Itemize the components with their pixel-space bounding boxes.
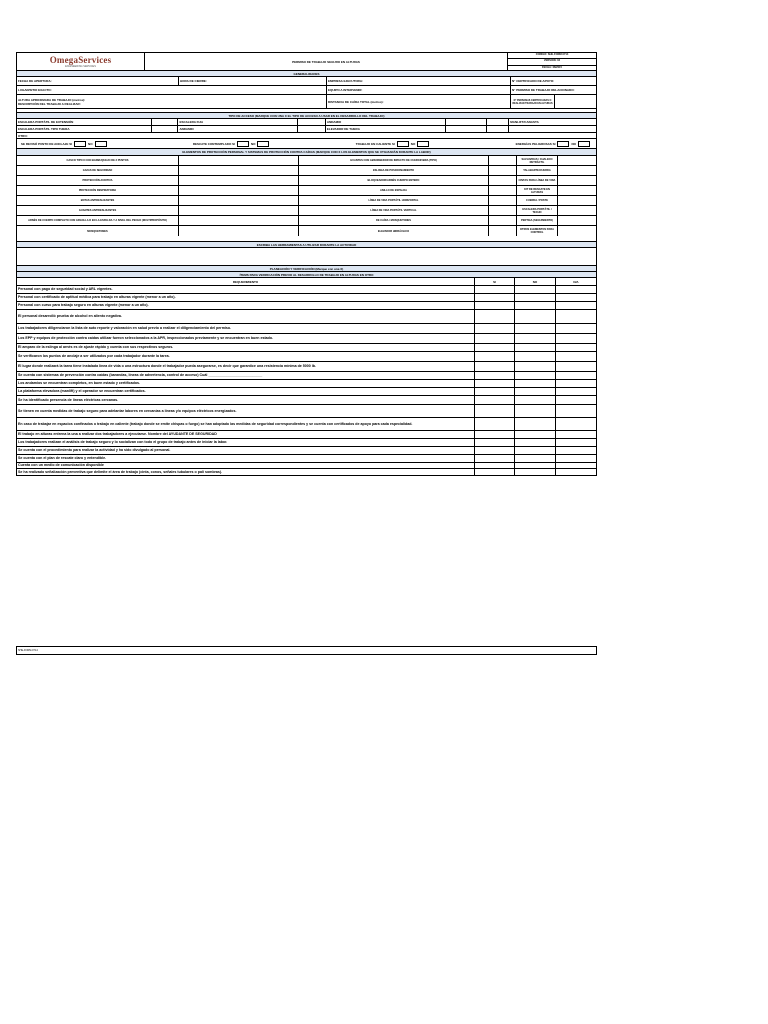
checklist-table: [17, 286, 596, 475]
requirement-text: Se ha realizado señalización preventiva que delimite el área de trabajo (cinta, conos, señales tubulares o pali sombras).: [17, 469, 475, 475]
epp-check[interactable]: [179, 176, 299, 185]
answer-no-cell[interactable]: [515, 463, 556, 468]
requirement-text: En caso de trabajar en espacios confinados o trabajo en caliente (trabajo donde se emite chispas o fuego) se han adoptado las medidas de seguridad correspondientes y se cuenta con certificados de apoyo para cada especialidad.: [17, 418, 475, 430]
checkbox-no[interactable]: [95, 141, 107, 147]
epp-item: MOSQUETONES: [17, 226, 179, 236]
checklist-row: [17, 324, 596, 334]
general-cell[interactable]: N° PERMISO DE TRABAJO RELACIONADO:: [512, 88, 575, 92]
answer-no-cell[interactable]: [515, 362, 556, 371]
access-other[interactable]: OTRO:: [18, 133, 28, 138]
check-rescue: RESCATE CONTEMPLADO SI NO: [193, 141, 272, 147]
answer-yes-cell[interactable]: [475, 310, 515, 323]
epp-table: [17, 156, 596, 236]
access-check[interactable]: [446, 126, 488, 132]
access-check[interactable]: [487, 126, 509, 132]
answer-yes-cell[interactable]: [475, 372, 515, 379]
col-no: NO: [515, 278, 556, 285]
checklist-row: [17, 455, 596, 463]
epp-check[interactable]: [179, 156, 299, 165]
requirement-text: Personal con pago de seguridad social y ARL vigentes.: [17, 286, 475, 293]
answer-yes-cell[interactable]: [475, 463, 515, 468]
planning-heading: PLANEACIÓN Y VERIFICACIÓN (Marque con una X): [17, 266, 596, 271]
requirement-text: La plataforma elevadora (manlift) y el operador se encuentran certificados.: [17, 388, 475, 395]
epp-check[interactable]: [489, 196, 517, 205]
requirement-text: El trabajo en alturas entrena la una a realizar dos trabajadores a ejecutarse. Nombre del AYUDANTE DE SEGURIDAD: [17, 431, 475, 438]
checklist-row: [17, 352, 596, 362]
epp-row: [17, 226, 596, 236]
access-row: [17, 119, 596, 126]
epp-row: [17, 196, 596, 206]
check-anchor: SE REVISÓ PUNTO DE ANCLAJE SI NO: [21, 141, 109, 147]
access-check[interactable]: [509, 126, 596, 132]
access-option: ESCALERA PORTÁTIL DE EXTENSIÓN: [17, 119, 152, 125]
checklist-row: [17, 302, 596, 310]
general-row: [17, 77, 596, 86]
general-cell[interactable]: EQUIPO A INTERVENIR:: [327, 86, 511, 94]
checklist-row: [17, 388, 596, 396]
answer-na-cell[interactable]: [556, 418, 596, 430]
epp-item: BOTAS ANTIDESLIZANTES: [17, 196, 179, 205]
code-line: CÓDIGO: SHE-FORM-0714: [508, 53, 596, 59]
answer-na-cell[interactable]: [556, 431, 596, 438]
version-line: VERSIÓN: 02: [508, 59, 596, 65]
access-check[interactable]: [298, 126, 326, 132]
answer-yes-cell[interactable]: [475, 324, 515, 333]
form-codes: [508, 53, 596, 70]
answer-yes-cell[interactable]: [475, 469, 515, 475]
epp-item: DE CAÍDA / MOSQUETONES: [299, 216, 489, 225]
answer-na-cell[interactable]: [556, 352, 596, 361]
epp-item: ELEVADOR HIDRÁULICO: [299, 226, 489, 236]
epp-check[interactable]: [179, 216, 299, 225]
general-heading: GENERALIDADES: [17, 71, 596, 76]
epp-check[interactable]: [558, 226, 596, 236]
access-option: MANLIFT/CANASTA: [510, 120, 539, 124]
checklist-row: [17, 362, 596, 372]
epp-item: PROTECCIÓN AUDITIVA: [17, 176, 179, 185]
answer-yes-cell[interactable]: [475, 405, 515, 417]
answer-na-cell[interactable]: [556, 396, 596, 404]
requirement-text: Se verificaron los puntos de anclaje a ser utilizados por cada trabajador durante la tarea.: [17, 352, 475, 361]
general-cell[interactable]: [17, 95, 327, 108]
checklist-row: [17, 405, 596, 418]
answer-no-cell[interactable]: [515, 294, 556, 301]
answer-no-cell[interactable]: [515, 447, 556, 454]
epp-item: CINTAS PARA LÍNEA DE VIDA: [517, 176, 558, 185]
answer-no-cell[interactable]: [515, 344, 556, 351]
form-title: PERMISO DE TRABAJO SEGURO EN ALTURAS: [145, 53, 508, 70]
checklist-row: [17, 372, 596, 380]
answer-no-cell[interactable]: [515, 324, 556, 333]
epp-item: LÍNEA DE VIDA PORTÁTIL HORIZONTAL: [299, 196, 489, 205]
epp-check[interactable]: [558, 166, 596, 175]
answer-no-cell[interactable]: [515, 439, 556, 446]
requirement-text: Se ha identificado presencia de líneas eléctricas cercanas.: [17, 396, 475, 404]
access-check[interactable]: [152, 126, 179, 132]
epp-item: GUANTES CON ABSORBEDOR DE IMPACTO DE CUERO/FIBRA (TIPO): [299, 156, 489, 165]
requirement-text: Se cuenta con sistemas de prevención contra caídas (barandas, líneas de advertencia, control de acceso) Cuál ___________________________: [17, 372, 475, 379]
answer-yes-cell[interactable]: [475, 455, 515, 462]
access-check[interactable]: [298, 119, 326, 125]
answer-no-cell[interactable]: [515, 302, 556, 309]
date-line: FECHA: 08/2015: [542, 65, 562, 69]
answer-na-cell[interactable]: [556, 324, 596, 333]
epp-check[interactable]: [489, 166, 517, 175]
requirement-text: Personal con curso para trabajo seguro en alturas vigente (menor a un año).: [17, 302, 475, 309]
answer-na-cell[interactable]: [556, 302, 596, 309]
checklist-row: [17, 294, 596, 302]
epp-item: SALVAVIDAS / CHALECO RETRÁCTIL: [517, 156, 558, 165]
access-option: ANDAMIO: [326, 119, 446, 125]
answer-yes-cell[interactable]: [475, 418, 515, 430]
epp-row: [17, 186, 596, 196]
requirement-text: Los andamios se encuentran completos, en buen estado y certificados.: [17, 380, 475, 387]
answer-yes-cell[interactable]: [475, 388, 515, 395]
epp-item: TALABARTE/CUERDA: [517, 166, 558, 175]
epp-heading-row: [17, 149, 596, 156]
access-checks-row: [17, 139, 596, 149]
access-check[interactable]: [446, 119, 488, 125]
tools-field[interactable]: [17, 248, 596, 265]
answer-no-cell[interactable]: [515, 334, 556, 343]
col-yes: SI: [475, 278, 515, 285]
epp-item: ESCALERA PORTÁTIL / TECHO: [517, 206, 558, 215]
requirement-text: El amparo de la eslinga al arnés es de ajuste rápido y cuenta con sus respectivos seguros.: [17, 344, 475, 351]
requirement-text: Se cuenta con el plan de rescate claro y entendible.: [17, 455, 475, 462]
answer-no-cell[interactable]: [515, 431, 556, 438]
answer-no-cell[interactable]: [515, 352, 556, 361]
checkbox-no[interactable]: [578, 141, 590, 147]
answer-no-cell[interactable]: [515, 372, 556, 379]
epp-check[interactable]: [179, 196, 299, 205]
epp-check[interactable]: [558, 186, 596, 195]
checklist-heading: ÍTEMS PARA VERIFICACIÓN PREVIO AL DESARROLLO DE TRABAJO EN ALTURAS EN OTRO: [17, 272, 596, 277]
epp-check[interactable]: [558, 216, 596, 225]
general-cell[interactable]: LUGAR/SITIO EXACTO:: [17, 86, 327, 94]
requirement-text: Los EPP y equipos de protección contra caídas utilizar fueron seleccionados a la APR, inspeccionados previamente y se encuentran en buen estado.: [17, 334, 475, 343]
company-logo: [17, 53, 145, 70]
answer-no-cell[interactable]: [515, 380, 556, 387]
answer-na-cell[interactable]: [556, 334, 596, 343]
epp-item: BLOQUEADOR/ARNÉS CUERPO ENTERO: [299, 176, 489, 185]
checkbox-yes[interactable]: [397, 141, 409, 147]
epp-row: [17, 166, 596, 176]
checklist-row: [17, 431, 596, 439]
epp-heading: ELEMENTOS DE PROTECCIÓN PERSONAL Y SISTEMAS DE PROTECCIÓN CONTRA CAÍDAS (MARQUE CON X LOS ELEMENTOS QUE SE UTILIZARÁN DURANTE LA LABOR): [17, 149, 596, 155]
requirement-text: Los trabajadores realizan el análisis de trabajo seguro y lo socializan con todo el grupo de trabajo antes de iniciar la labor.: [17, 439, 475, 446]
epp-check[interactable]: [558, 176, 596, 185]
answer-yes-cell[interactable]: [475, 344, 515, 351]
answer-na-cell[interactable]: [556, 439, 596, 446]
access-option: ANDAMIO: [178, 126, 298, 132]
general-cell[interactable]: FECHA DE APERTURA:: [17, 77, 179, 85]
epp-row: [17, 216, 596, 226]
checklist-row: [17, 334, 596, 344]
checklist-row: [17, 344, 596, 352]
answer-no-cell[interactable]: [515, 388, 556, 395]
checkbox-no[interactable]: [257, 141, 269, 147]
answer-na-cell[interactable]: [556, 294, 596, 301]
general-cell[interactable]: DISTANCIA DE CAÍDA TOTAL (metros):: [327, 95, 511, 108]
answer-na-cell[interactable]: [556, 447, 596, 454]
epp-check[interactable]: [558, 196, 596, 205]
answer-na-cell[interactable]: [556, 469, 596, 475]
epp-check[interactable]: [489, 206, 517, 215]
requirement-text: El personal desarrolló prueba de alcohol en aliento negativa.: [17, 310, 475, 323]
answer-yes-cell[interactable]: [475, 396, 515, 404]
access-row: [17, 126, 596, 133]
answer-yes-cell[interactable]: [475, 334, 515, 343]
answer-na-cell[interactable]: [556, 455, 596, 462]
epp-item: ESLINGA DE POSICIONAMIENTO: [299, 166, 489, 175]
answer-yes-cell[interactable]: [475, 294, 515, 301]
epp-item: CASCO TIPO II CON BARBUQUEJO DE 3 PUNTOS: [17, 156, 179, 165]
access-option: ESCALERA PORTÁTIL TIPO TIJERA: [17, 126, 152, 132]
checklist-row: [17, 396, 596, 405]
epp-item: PERTIGA (SEGUIMIENTO): [517, 216, 558, 225]
checkbox-yes[interactable]: [237, 141, 249, 147]
epp-item: LÍNEA DE VIDA PORTÁTIL VERTICAL: [299, 206, 489, 215]
checkbox-yes[interactable]: [557, 141, 569, 147]
epp-check[interactable]: [489, 176, 517, 185]
height-label: ALTURA APROXIMADA DE TRABAJO (metros):: [18, 97, 86, 102]
requirement-text: Se tienen en cuenta medidas de trabajo seguro para adelantar labores en cercanías a líneas y/o equipos eléctricos energizados.: [17, 405, 475, 417]
epp-row: [17, 176, 596, 186]
col-requirement: REQUERIMIENTO: [17, 278, 475, 285]
checklist-row: [17, 310, 596, 324]
epp-check[interactable]: [558, 206, 596, 215]
answer-na-cell[interactable]: [556, 405, 596, 417]
epp-item: ANILLO DE ESPALDA: [299, 186, 489, 195]
logo-text: OmegaServices: [49, 54, 112, 65]
general-row: [17, 86, 596, 95]
answer-no-cell[interactable]: [515, 418, 556, 430]
checklist-row: [17, 439, 596, 447]
tools-field-row: [17, 248, 596, 266]
epp-item: OTROS ELEMENTOS PARA CONTROL: [517, 226, 558, 236]
requirement-text: Cuenta con un medio de comunicación disponible: [17, 463, 475, 468]
access-checks: [17, 139, 596, 148]
permit-form: [16, 52, 597, 476]
checklist-row: [17, 447, 596, 455]
answer-yes-cell[interactable]: [475, 286, 515, 293]
check-energy: ENERGÍAS PELIGROSAS SI NO: [516, 141, 592, 147]
general-cell: N° PERSONAS CERTIFICADAS O REALIZAN TRABAJO EN ALTURAS: [511, 95, 555, 108]
checklist-row: [17, 418, 596, 431]
checkbox-yes[interactable]: [74, 141, 86, 147]
answer-na-cell[interactable]: [556, 310, 596, 323]
answer-yes-cell[interactable]: [475, 352, 515, 361]
requirement-text: Los trabajadores diligenciaron la lista de auto reporte y valoración en salud previo a realizar el diligenciamiento del permiso.: [17, 324, 475, 333]
epp-item: GAFAS DE SEGURIDAD: [17, 166, 179, 175]
epp-row: [17, 156, 596, 166]
checklist-columns: [17, 278, 596, 286]
tools-heading: ESCRIBA LAS HERRAMIENTAS A UTILIZAR DURANTE LA ACTIVIDAD: [17, 242, 596, 247]
answer-na-cell[interactable]: [556, 380, 596, 387]
epp-item: ARNÉS DE CUERPO COMPLETO CON ARGOLLA D EN LA ESPALDA Y A NIVEL DEL PECHO (MULTIPROPÓSITO): [17, 216, 179, 225]
general-row: [17, 95, 596, 109]
answer-no-cell[interactable]: [515, 455, 556, 462]
answer-yes-cell[interactable]: [475, 439, 515, 446]
logo-subtitle: ENGINEERING SERVICES: [65, 64, 96, 68]
requirement-text: El lugar donde realizará la tarea tiene instalada línea de vida o una estructura donde el trabajador pueda asegurarse, es decir que garantice una resistencia mínima de 5000 lb.: [17, 362, 475, 371]
answer-na-cell[interactable]: [556, 388, 596, 395]
description-label: DESCRIPCIÓN DEL TRABAJO A REALIZAR:: [18, 101, 81, 106]
epp-row: [17, 206, 596, 216]
access-check[interactable]: [487, 119, 509, 125]
check-hot-work: TRABAJO EN CALIENTE SI NO: [356, 141, 432, 147]
checkbox-no[interactable]: [417, 141, 429, 147]
answer-no-cell[interactable]: [515, 286, 556, 293]
epp-check[interactable]: [489, 156, 517, 165]
answer-yes-cell[interactable]: [475, 362, 515, 371]
answer-yes-cell[interactable]: [475, 302, 515, 309]
epp-check[interactable]: [489, 216, 517, 225]
general-cell[interactable]: HORA DE CIERRE:: [179, 77, 327, 85]
epp-item: CUERDA / POSTE: [517, 196, 558, 205]
workers-count-field[interactable]: [555, 95, 596, 108]
answer-na-cell[interactable]: [556, 463, 596, 468]
access-check[interactable]: [152, 119, 179, 125]
general-cell[interactable]: EMPRESA EJECUTORA:: [327, 77, 511, 85]
answer-no-cell[interactable]: [515, 396, 556, 404]
general-cell[interactable]: N° CERTIFICADO DE APOYO:: [512, 79, 555, 83]
access-option: ESCALERA FIJA: [178, 119, 298, 125]
epp-check[interactable]: [489, 186, 517, 195]
epp-check[interactable]: [489, 226, 517, 236]
epp-check[interactable]: [179, 186, 299, 195]
answer-no-cell[interactable]: [515, 469, 556, 475]
requirement-text: Se cuenta con el procedimiento para realizar la actividad y ha sido divulgado al personal.: [17, 447, 475, 454]
epp-item: PROTECCIÓN RESPIRATORIA: [17, 186, 179, 195]
epp-check[interactable]: [179, 226, 299, 236]
form-header: [17, 53, 596, 71]
epp-check[interactable]: [179, 206, 299, 215]
epp-item: KIT DE RESCATE EN ALTURAS: [517, 186, 558, 195]
answer-yes-cell[interactable]: [475, 380, 515, 387]
answer-yes-cell[interactable]: [475, 431, 515, 438]
checklist-row: [17, 380, 596, 388]
checklist-row: [17, 469, 596, 475]
footer-bar: SHE-FORM-0714: [16, 646, 597, 655]
epp-item: GUANTES ANTIDESLIZANTES: [17, 206, 179, 215]
checklist-row: [17, 286, 596, 294]
access-option: ELEVADOR DE TIJERA: [326, 126, 446, 132]
epp-check[interactable]: [558, 156, 596, 165]
epp-check[interactable]: [179, 166, 299, 175]
answer-na-cell[interactable]: [556, 286, 596, 293]
col-na: N/A: [573, 279, 579, 284]
answer-na-cell[interactable]: [556, 362, 596, 371]
answer-yes-cell[interactable]: [475, 447, 515, 454]
access-heading: TIPO DE ACCESO (MARQUE CON UNA X EL TIPO DE ACCESO A USAR EN EL DESARROLLO DEL TRABAJO): [17, 113, 596, 118]
requirement-text: Personal con certificado de aptitud médica para trabajo en alturas vigente (menor a un año).: [17, 294, 475, 301]
answer-na-cell[interactable]: [556, 372, 596, 379]
answer-no-cell[interactable]: [515, 405, 556, 417]
answer-na-cell[interactable]: [556, 344, 596, 351]
answer-no-cell[interactable]: [515, 310, 556, 323]
